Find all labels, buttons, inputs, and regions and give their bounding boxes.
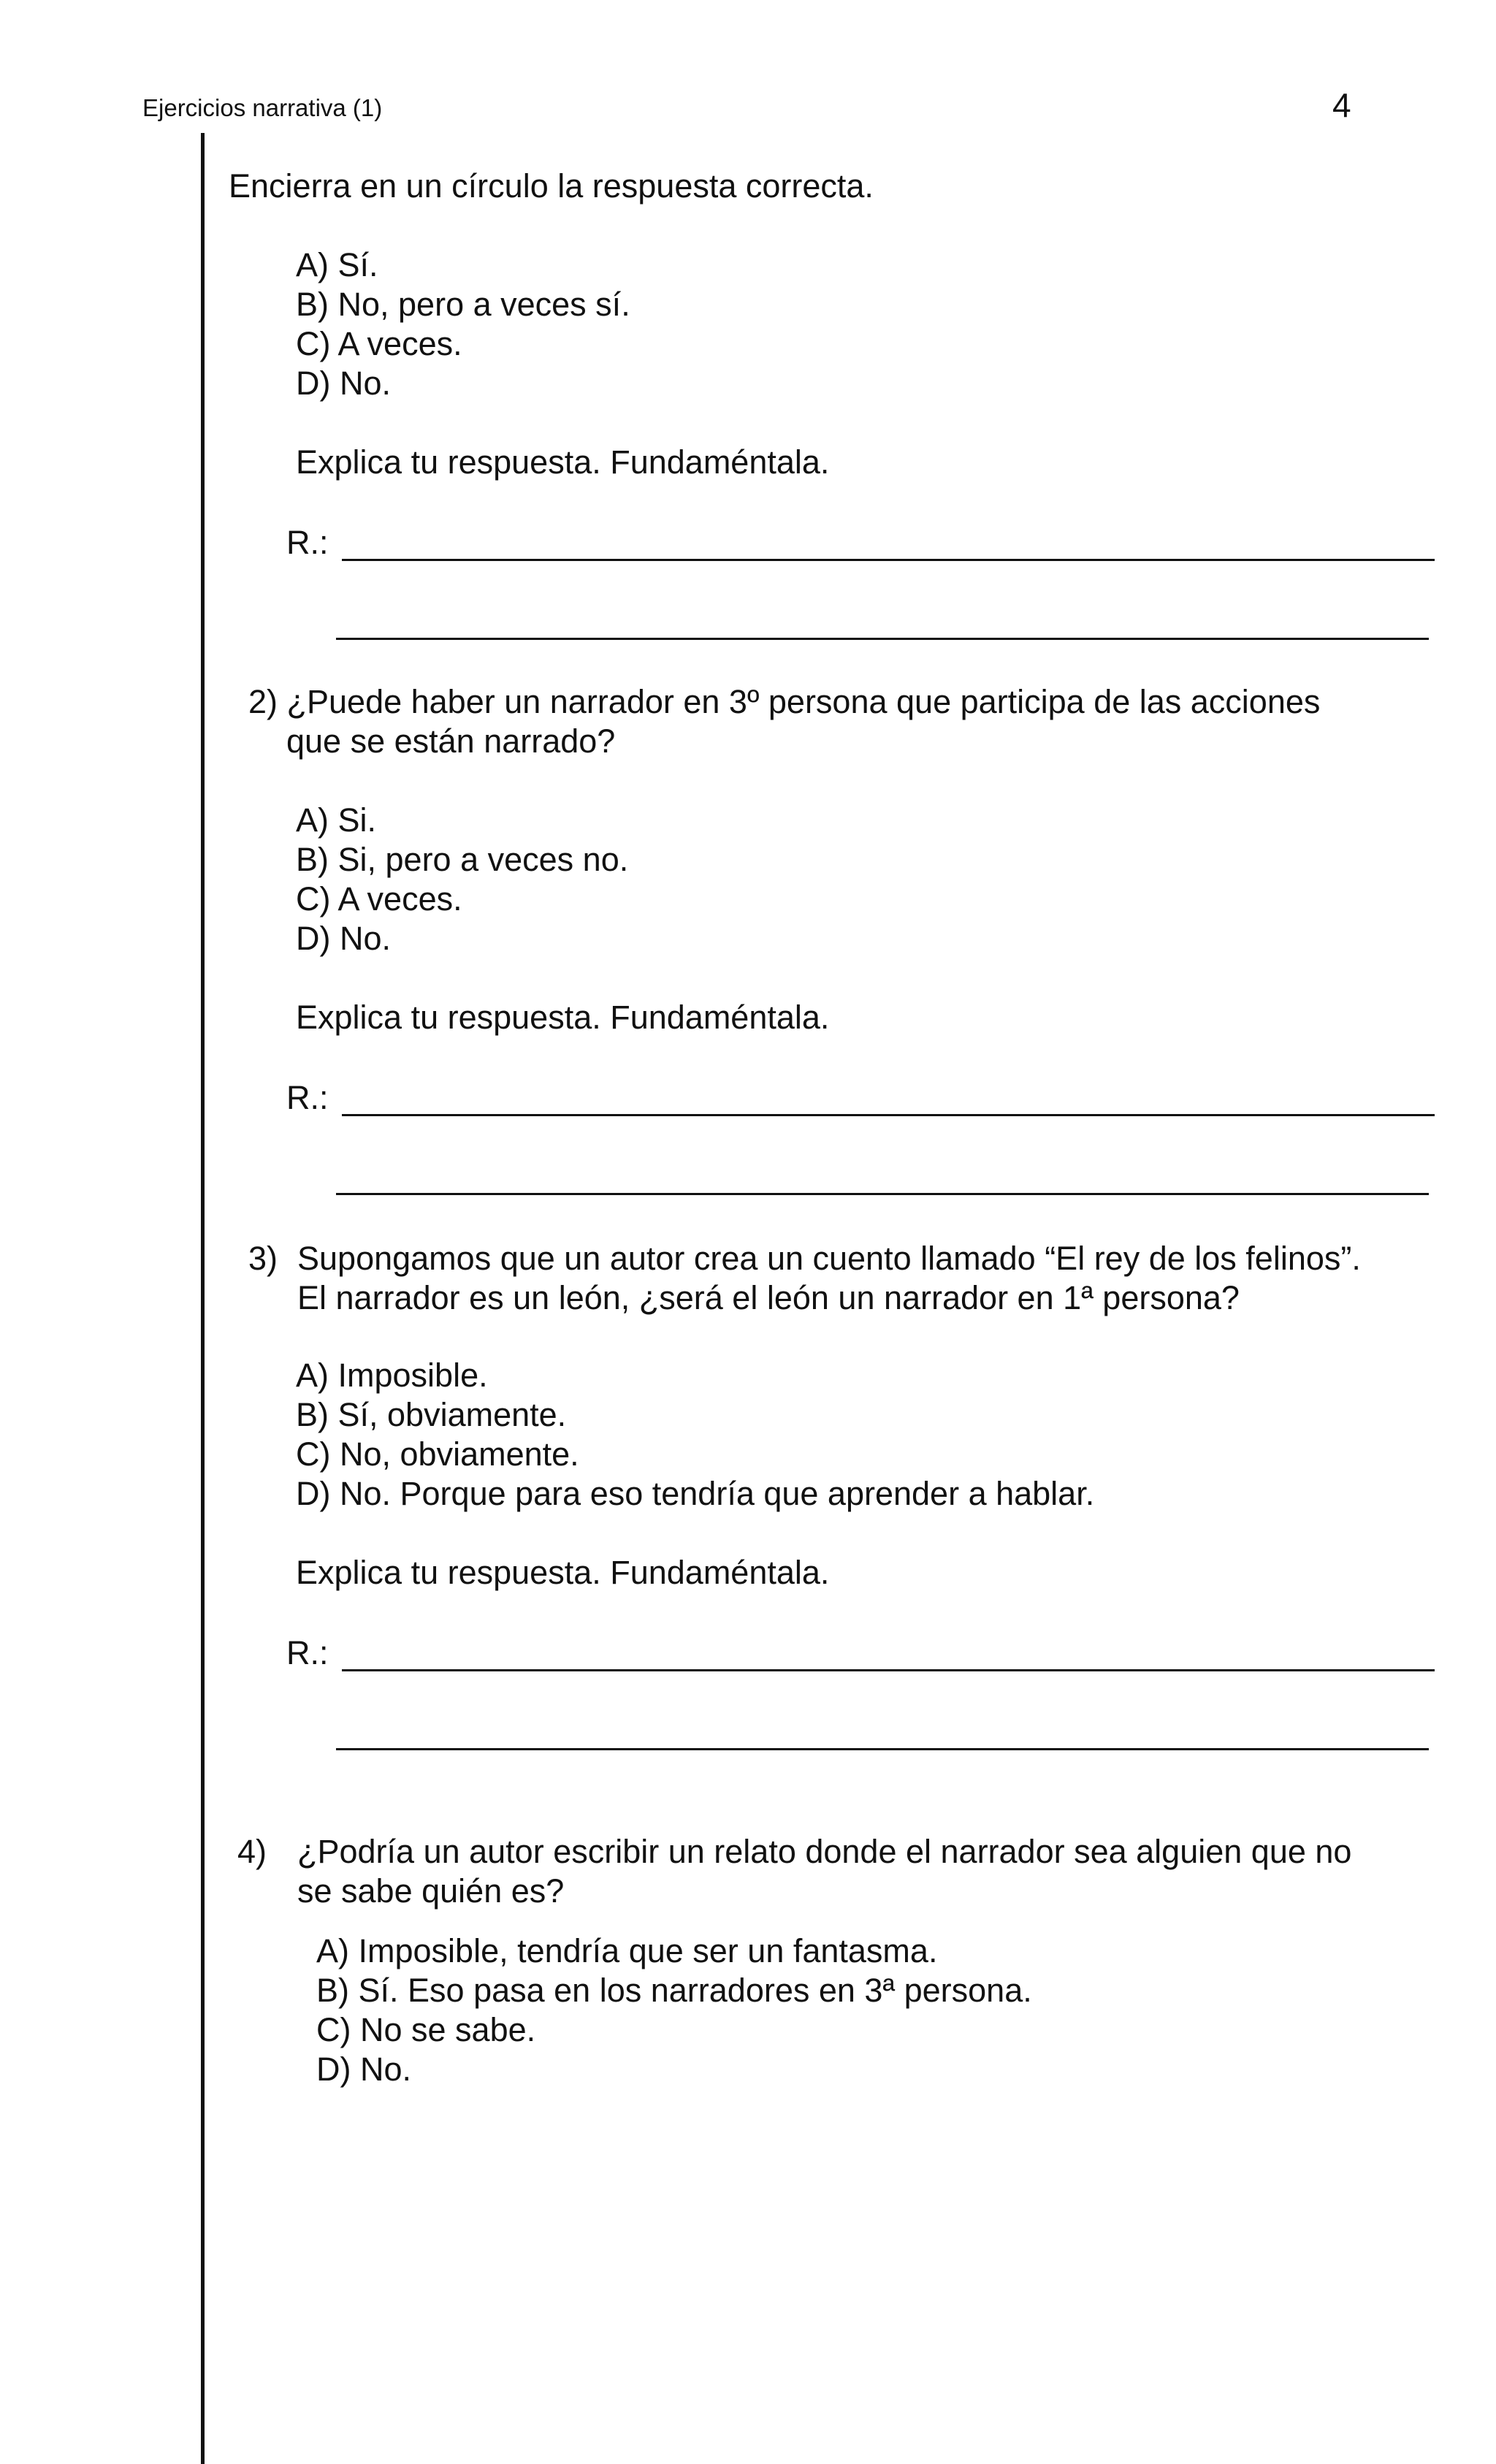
- q3-explain-prompt: Explica tu respuesta. Fundaméntala.: [296, 1554, 830, 1591]
- q2-question-line-2: que se están narrado?: [286, 722, 616, 760]
- intro-answer-line-2[interactable]: [336, 638, 1429, 640]
- q2-answer-line-2[interactable]: [336, 1193, 1429, 1195]
- q4-option-d: D) No.: [316, 2051, 412, 2088]
- q2-option-b: B) Si, pero a veces no.: [296, 841, 629, 878]
- q2-answer-line-1[interactable]: [342, 1114, 1435, 1116]
- q3-option-c: C) No, obviamente.: [296, 1435, 579, 1473]
- intro-explain-prompt: Explica tu respuesta. Fundaméntala.: [296, 443, 830, 481]
- margin-rule: [201, 133, 205, 2464]
- q2-option-c: C) A veces.: [296, 880, 462, 918]
- q3-answer-line-1[interactable]: [342, 1669, 1435, 1671]
- document-title: Ejercicios narrativa (1): [142, 94, 383, 121]
- q4-option-c: C) No se sabe.: [316, 2011, 536, 2048]
- q3-option-b: B) Sí, obviamente.: [296, 1396, 567, 1433]
- intro-answer-label: R.:: [286, 524, 329, 561]
- intro-option-b: B) No, pero a veces sí.: [296, 286, 630, 323]
- q3-question-line-1: Supongamos que un autor crea un cuento llamado “El rey de los felinos”.: [297, 1240, 1361, 1277]
- q3-number: 3): [248, 1240, 278, 1277]
- q2-answer-label: R.:: [286, 1079, 329, 1116]
- intro-option-a: A) Sí.: [296, 246, 378, 283]
- intro-option-c: C) A veces.: [296, 325, 462, 362]
- q2-explain-prompt: Explica tu respuesta. Fundaméntala.: [296, 999, 830, 1036]
- q3-answer-label: R.:: [286, 1634, 329, 1671]
- instruction-text: Encierra en un círculo la respuesta correcta.: [229, 167, 874, 205]
- q4-question-line-2: se sabe quién es?: [297, 1872, 565, 1910]
- q4-number: 4): [237, 1833, 267, 1870]
- q3-answer-line-2[interactable]: [336, 1748, 1429, 1750]
- q4-question-line-1: ¿Podría un autor escribir un relato donde el narrador sea alguien que no: [297, 1833, 1352, 1870]
- q2-option-a: A) Si.: [296, 801, 377, 839]
- q3-option-d: D) No. Porque para eso tendría que aprender a hablar.: [296, 1475, 1095, 1512]
- page-number: 4: [1332, 86, 1351, 124]
- intro-option-d: D) No.: [296, 365, 392, 402]
- intro-answer-line-1[interactable]: [342, 559, 1435, 561]
- q2-question-line-1: 2) ¿Puede haber un narrador en 3º persona que participa de las acciones: [248, 683, 1321, 720]
- q4-option-a: A) Imposible, tendría que ser un fantasma.: [316, 1932, 938, 1969]
- q4-option-b: B) Sí. Eso pasa en los narradores en 3ª persona.: [316, 1972, 1032, 2009]
- q3-option-a: A) Imposible.: [296, 1357, 488, 1394]
- q3-question-line-2: El narrador es un león, ¿será el león un narrador en 1ª persona?: [297, 1279, 1240, 1316]
- q2-option-d: D) No.: [296, 920, 392, 957]
